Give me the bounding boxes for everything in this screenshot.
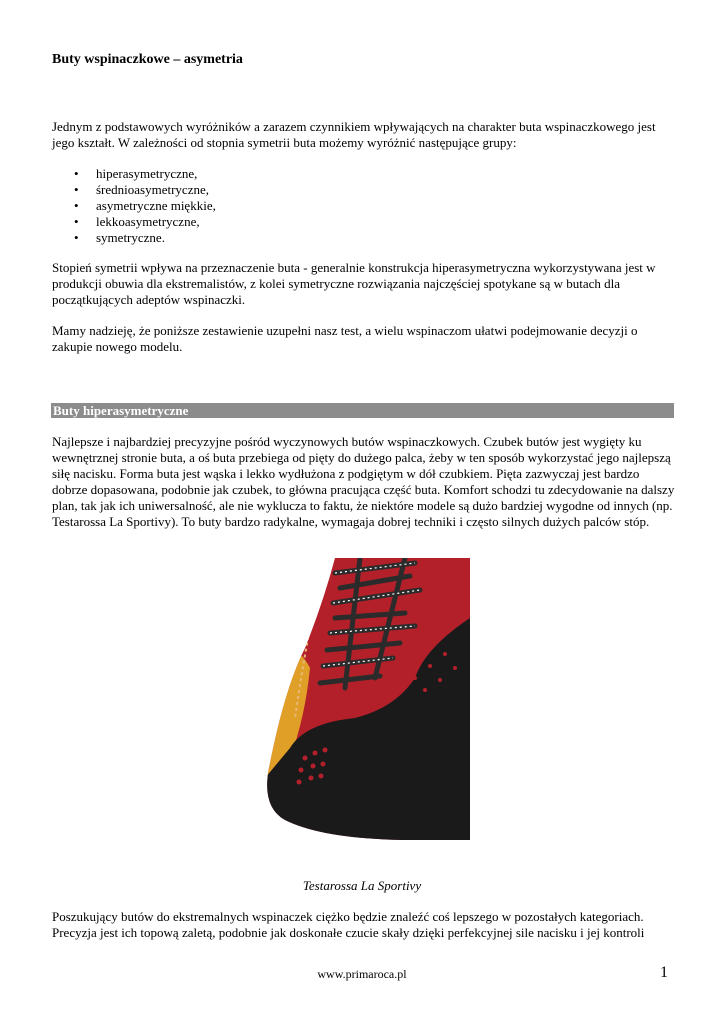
footer-url: www.primaroca.pl <box>317 967 407 981</box>
list-item: • symetryczne. <box>52 230 216 246</box>
hiperasymetryczne-paragraph: Najlepsze i najbardziej precyzyjne pośród wyczynowych butów wspinaczkowych. Czubek butów jest wygięty ku wewnętrznej stronie buta, a oś buta przebiega od pięty do dużego palca, żeby w ten sposób wykorzystać jego najlepszą siłę nacisku. Forma buta jest wąska i lekko wydłużona z podgiętym w dół czubkiem. Pięta zazwyczaj jest bardzo dobrze dopasowana, podobnie jak czubek, to główna pracująca część buta. Komfort schodzi tu zdecydowanie na dalszy plan, tak jak ich uniwersalność, ale nie wyklucza to faktu, że niektóre modele są dużo bardziej wygodne od innych (np. Testarossa La Sportivy). To buty bardzo radykalne, wymagaja dobrej techniki i często silnych dużych palców stóp. <box>52 434 675 529</box>
poszukujacy-paragraph: Poszukujący butów do ekstremalnych wspinaczek ciężko będzie znaleźć coś lepszego w pozostałych kategoriach. Precyzja jest ich topową zaletą, podobnie jak doskonałe czucie skały dzięki perfekcyjnej sile nacisku i jej kontroli <box>52 909 645 940</box>
image-caption: Testarossa La Sportivy <box>302 878 422 893</box>
list-item: • asymetryczne miękkie, <box>52 198 216 214</box>
list-item: • hiperasymetryczne, <box>52 166 216 182</box>
list-item: • średnioasymetryczne, <box>52 182 216 198</box>
section-heading-hiperasymetryczne: Buty hiperasymetryczne <box>51 403 674 418</box>
climbing-shoe-image <box>265 558 470 840</box>
symmetry-purpose-paragraph: Stopień symetrii wpływa na przeznaczenie buta - generalnie konstrukcja hiperasymetryczna wykorzystywana jest w produkcji obuwia dla ekstremalistów, z kolei symetryczne rozwiązania najczęściej spotykane są w butach dla początkujących adeptów wspinaczki. <box>52 260 656 307</box>
list-item: • lekkoasymetryczne, <box>52 214 216 230</box>
intro-paragraph: Jednym z podstawowych wyróżników a zarazem czynnikiem wpływających na charakter buta wspinaczkowego jest jego kształt. W zależności od stopnia symetrii buta możemy wyróżnić następujące grupy: <box>52 119 656 150</box>
hope-paragraph: Mamy nadzieję, że poniższe zestawienie uzupełni nasz test, a wielu wspinaczom ułatwi podejmowanie decyzji o zakupie nowego modelu. <box>52 323 638 354</box>
page-number: 1 <box>660 964 668 981</box>
asymmetry-types-list <box>52 166 216 246</box>
page-title: Buty wspinaczkowe – asymetria <box>52 52 243 67</box>
